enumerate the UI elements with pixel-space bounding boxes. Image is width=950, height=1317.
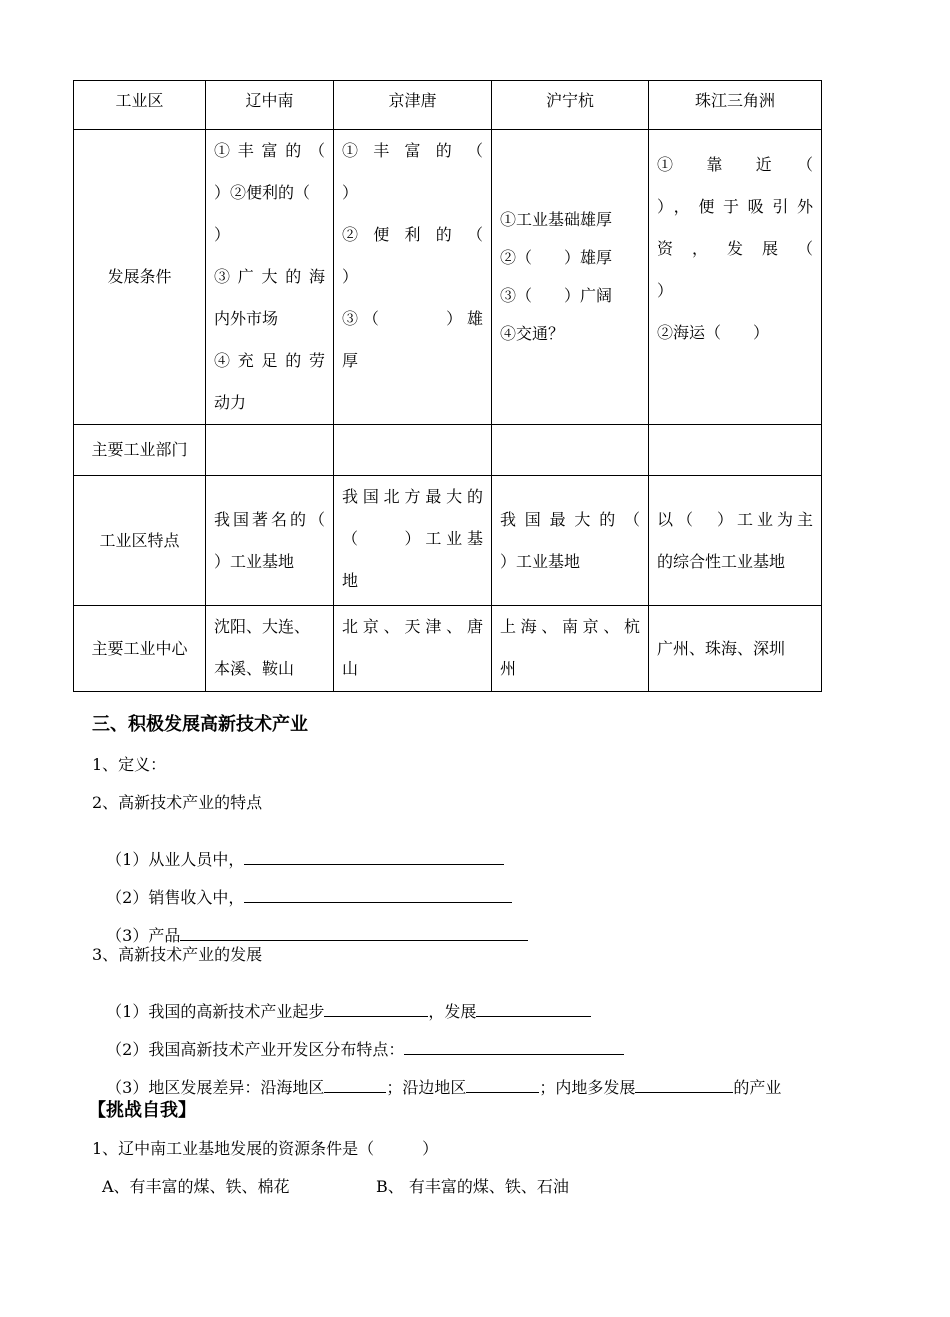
table-row [74, 130, 822, 425]
cell-text: 地 [342, 571, 359, 590]
cell-text: ②便利的（ [342, 225, 483, 244]
row-label: 主要工业中心 [74, 606, 206, 692]
item-text: （2）我国高新技术产业开发区分布特点： [106, 1040, 405, 1059]
cell-text: ）工业基地 [500, 551, 581, 571]
item-text: 的产业 [733, 1078, 782, 1097]
header-cell: 工业区 [74, 81, 206, 130]
cell-text: ③（ ）雄 [342, 309, 483, 328]
table-row [74, 425, 822, 476]
row-label: 发展条件 [74, 130, 206, 425]
table-cell [206, 130, 334, 425]
cell-text: ） [214, 225, 231, 244]
table-cell [649, 476, 822, 606]
feature-item-1 [96, 828, 504, 870]
item-text: ；内地多发展 [539, 1078, 636, 1097]
features-heading: 2、高新技术产业的特点 [92, 793, 263, 812]
table-cell [492, 425, 649, 476]
row-label: 工业区特点 [74, 476, 206, 606]
header-cell: 京津唐 [334, 81, 492, 130]
answer-blank[interactable] [180, 926, 528, 941]
development-item-3 [96, 1056, 781, 1098]
cell-text: 我国著名的（ [214, 509, 325, 529]
answer-blank[interactable] [324, 1002, 428, 1017]
option-b[interactable]: B、 有丰富的煤、铁、石油 [376, 1177, 569, 1196]
cell-text: ）②便利的（ [214, 183, 311, 202]
definition-line: 1、定义： [92, 755, 167, 774]
development-item-2 [96, 1018, 624, 1060]
table-cell [492, 476, 649, 606]
answer-blank[interactable] [476, 1002, 591, 1017]
item-text: （3）地区发展差异：沿海地区 [106, 1078, 325, 1097]
answer-blank[interactable] [466, 1078, 539, 1093]
section-title: 三、积极发展高新技术产业 [92, 714, 308, 735]
table-cell [334, 425, 492, 476]
item-text: ；沿边地区 [386, 1078, 467, 1097]
challenge-title: 【挑战自我】 [88, 1100, 196, 1121]
cell-text: ） [657, 281, 674, 300]
header-cell: 沪宁杭 [492, 81, 649, 130]
cell-text: 州 [500, 659, 517, 678]
cell-text: 北京、天津、唐 [342, 617, 483, 636]
cell-text: ④交通？ [500, 324, 565, 343]
cell-text: ②海运（ ） [657, 323, 770, 342]
cell-text: ③（ ）广阔 [500, 286, 613, 305]
answer-blank[interactable] [635, 1078, 733, 1093]
cell-text: 资，发展（ [657, 239, 813, 258]
cell-text: 内外市场 [214, 309, 279, 328]
challenge-question-1: 1、辽中南工业基地发展的资源条件是（ ） [92, 1139, 439, 1158]
table-cell [334, 130, 492, 425]
answer-blank[interactable] [324, 1078, 386, 1093]
feature-item-2 [96, 866, 512, 908]
cell-text: ① 靠 近 （ [657, 155, 813, 174]
cell-text: ①丰富的（ [214, 141, 325, 160]
table-row [74, 476, 822, 606]
cell-text: ①工业基础雄厚 [500, 210, 613, 229]
table-cell [206, 425, 334, 476]
cell-text: ①丰富的（ [342, 141, 483, 160]
table-header-row [74, 81, 822, 130]
cell-text: 的综合性工业基地 [657, 551, 786, 571]
header-cell: 辽中南 [206, 81, 334, 130]
table-cell [334, 606, 492, 692]
table-cell [492, 130, 649, 425]
cell-text: ③广大的海 [214, 267, 325, 286]
item-text: （1）从业人员中， [106, 850, 245, 869]
option-a[interactable]: A、有丰富的煤、铁、棉花 [102, 1177, 290, 1196]
cell-text: 我国最大的（ [500, 509, 640, 529]
table-row [74, 606, 822, 692]
item-text: （2）销售收入中， [106, 888, 245, 907]
row-label: 主要工业部门 [74, 425, 206, 476]
feature-item-3 [96, 904, 528, 946]
header-cell: 珠江三角洲 [649, 81, 822, 130]
table-cell [492, 606, 649, 692]
cell-text: 广州、珠海、深圳 [657, 638, 786, 658]
cell-text: ） [342, 267, 359, 286]
table-cell [206, 606, 334, 692]
cell-text: 以（ ）工业为主 [657, 509, 813, 529]
cell-text: 我国北方最大的 [342, 487, 483, 506]
cell-text: ）工业基地 [214, 551, 295, 571]
industrial-regions-table [73, 80, 822, 692]
item-text: ，发展 [428, 1002, 477, 1021]
cell-text: 山 [342, 659, 359, 678]
cell-text: ） [342, 183, 359, 202]
item-text: （1）我国的高新技术产业起步 [106, 1002, 325, 1021]
development-item-1 [96, 980, 591, 1022]
cell-text: 沈阳、大连、 [214, 617, 311, 636]
cell-text: 厚 [342, 351, 359, 370]
cell-text: 动力 [214, 393, 247, 412]
table-cell [649, 425, 822, 476]
table-cell [649, 606, 822, 692]
table-cell [649, 130, 822, 425]
table-cell [334, 476, 492, 606]
cell-text: 上海、南京、杭 [500, 617, 640, 636]
table-cell [206, 476, 334, 606]
answer-blank[interactable] [404, 1040, 624, 1055]
answer-blank[interactable] [244, 888, 512, 903]
cell-text: ），便于吸引外 [657, 197, 813, 216]
answer-blank[interactable] [244, 850, 504, 865]
development-heading: 3、高新技术产业的发展 [92, 945, 263, 964]
cell-text: ④充足的劳 [214, 351, 325, 370]
cell-text: 本溪、鞍山 [214, 659, 295, 678]
cell-text: ②（ ）雄厚 [500, 248, 613, 267]
cell-text: （ ）工业基 [342, 529, 483, 548]
item-text: （3）产品 [106, 926, 181, 945]
